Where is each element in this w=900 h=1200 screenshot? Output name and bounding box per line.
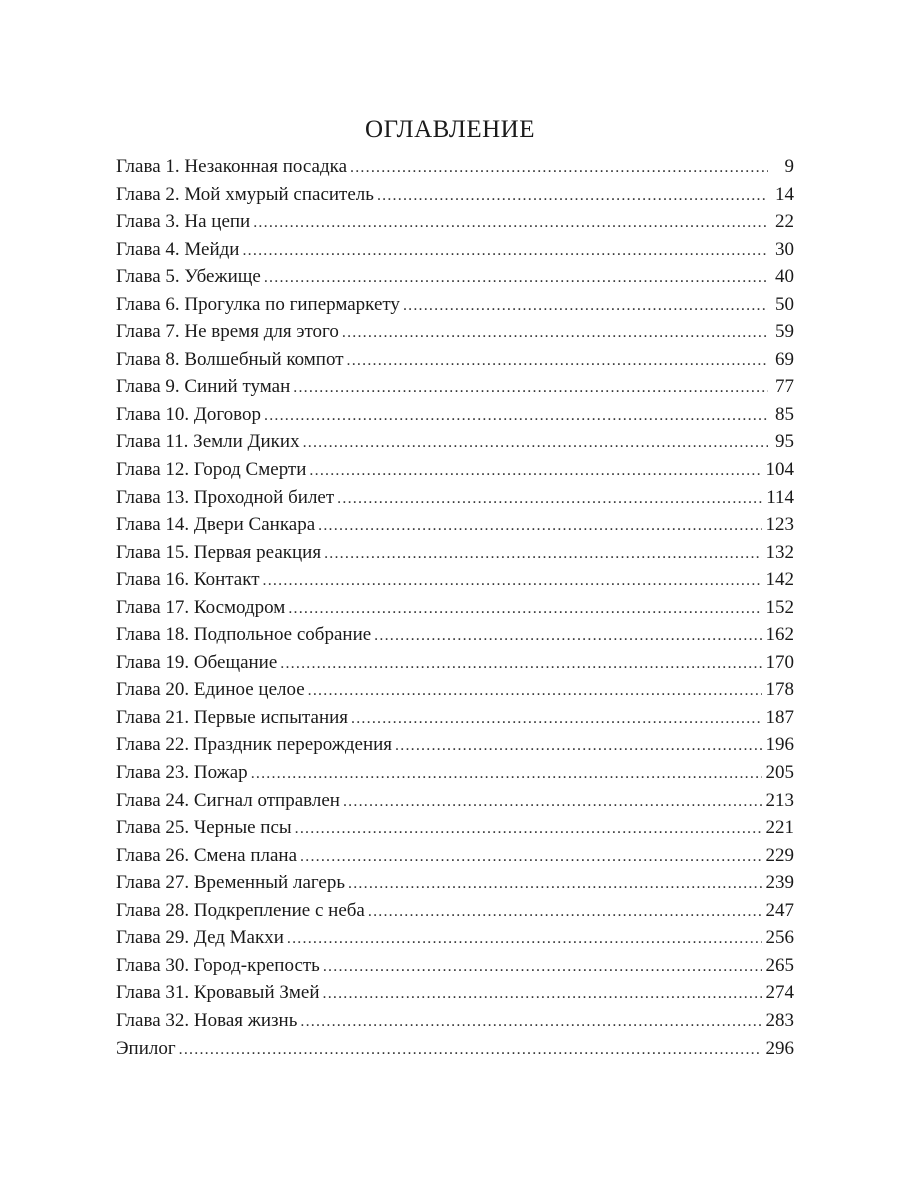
- entry-title: Глава 18. Подпольное собрание: [116, 624, 372, 646]
- entry-title: Глава 6. Прогулка по гипермаркету: [116, 293, 400, 315]
- page-number: 213: [765, 789, 794, 811]
- dot-leader: [179, 1036, 762, 1064]
- dot-leader: [342, 319, 768, 347]
- dot-leader: [350, 154, 768, 182]
- toc-entry: [116, 291, 794, 319]
- toc-entry: [116, 759, 794, 787]
- page-number: 85: [775, 403, 794, 425]
- dot-leader: [377, 182, 768, 210]
- dot-leader: [308, 677, 762, 705]
- toc-entry: [116, 731, 794, 759]
- page-number: 239: [765, 872, 794, 894]
- page-number: 296: [765, 1037, 794, 1059]
- dot-leader: [293, 374, 768, 402]
- page-number: 9: [784, 156, 794, 177]
- dot-leader: [300, 843, 761, 871]
- entry-title: Глава 32. Новая жизнь: [116, 1009, 298, 1031]
- dot-leader: [264, 264, 768, 292]
- toc-entry: [116, 814, 794, 842]
- dot-leader: [300, 1008, 761, 1036]
- page-number: 265: [765, 954, 794, 976]
- entry-title: Глава 17. Космодром: [116, 596, 286, 618]
- entry-title: Глава 19. Обещание: [116, 651, 278, 673]
- page-number: 274: [765, 982, 794, 1004]
- dot-leader: [253, 209, 768, 237]
- entry-title: Глава 20. Единое целое: [116, 679, 305, 701]
- toc-entry: [116, 263, 794, 291]
- dot-leader: [348, 870, 761, 898]
- page-number: 14: [775, 183, 794, 205]
- dot-leader: [309, 457, 761, 485]
- toc-entry: [116, 704, 794, 732]
- toc-entry: [116, 649, 794, 677]
- entry-title: Глава 8. Волшебный компот: [116, 348, 344, 370]
- entry-title: Глава 13. Проходной билет: [116, 486, 335, 508]
- page-number: 95: [775, 431, 794, 453]
- entry-title: Глава 21. Первые испытания: [116, 706, 349, 728]
- page-number: 178: [765, 679, 794, 701]
- toc-entry: [116, 566, 794, 594]
- toc-entry: [116, 181, 794, 209]
- dot-leader: [303, 429, 768, 457]
- toc-entry: [116, 952, 794, 980]
- toc-entry: [116, 979, 794, 1007]
- dot-leader: [351, 705, 761, 733]
- toc-entry: [116, 869, 794, 897]
- entry-title: Глава 28. Подкрепление с неба: [116, 899, 365, 921]
- entry-title: Глава 10. Договор: [116, 403, 261, 425]
- entry-title: Глава 9. Синий туман: [116, 376, 291, 398]
- dot-leader: [323, 980, 762, 1008]
- page-number: 162: [765, 624, 794, 646]
- entry-title: Глава 14. Двери Санкара: [116, 514, 316, 536]
- dot-leader: [368, 898, 762, 926]
- entry-title: Глава 26. Смена плана: [116, 844, 298, 866]
- entry-title: Глава 2. Мой хмурый спаситель: [116, 183, 374, 205]
- page-number: 221: [765, 817, 794, 839]
- page-number: 132: [765, 541, 794, 563]
- toc-entry-epilogue: [116, 1035, 794, 1063]
- entry-title: Глава 11. Земли Диких: [116, 431, 300, 453]
- entry-title: Глава 30. Город-крепость: [116, 954, 320, 976]
- page-number: 170: [765, 651, 794, 673]
- toc-entry: [116, 621, 794, 649]
- entry-title: Глава 25. Черные псы: [116, 817, 292, 839]
- toc-entry: [116, 318, 794, 346]
- toc-entry: [116, 236, 794, 264]
- dot-leader: [295, 815, 762, 843]
- dot-leader: [343, 788, 762, 816]
- toc-entry: [116, 594, 794, 622]
- entry-title: Эпилог: [116, 1037, 176, 1059]
- dot-leader: [263, 567, 762, 595]
- toc-entry: [116, 539, 794, 567]
- dot-leader: [324, 540, 761, 568]
- entry-title: Глава 31. Кровавый Змей: [116, 982, 320, 1004]
- entry-title: Глава 3. На цепи: [116, 211, 251, 233]
- dot-leader: [280, 650, 761, 678]
- dot-leader: [395, 732, 761, 760]
- toc-entry: [116, 153, 794, 181]
- toc-entry: [116, 208, 794, 236]
- toc-entry: [116, 346, 794, 374]
- dot-leader: [288, 595, 761, 623]
- toc-heading: ОГЛАВЛЕНИЕ: [365, 116, 535, 143]
- entry-title: Глава 15. Первая реакция: [116, 541, 322, 563]
- toc-entry: [116, 897, 794, 925]
- dot-leader: [242, 237, 768, 265]
- dot-leader: [347, 347, 768, 375]
- dot-leader: [323, 953, 762, 981]
- page-number: 283: [765, 1009, 794, 1031]
- toc-entry: [116, 511, 794, 539]
- entry-title: Глава 12. Город Смерти: [116, 459, 307, 481]
- page-number: 69: [775, 348, 794, 370]
- dot-leader: [403, 292, 768, 320]
- dot-leader: [287, 925, 762, 953]
- toc-entry: [116, 924, 794, 952]
- entry-title: Глава 1. Незаконная посадка: [116, 156, 348, 177]
- dot-leader: [374, 622, 761, 650]
- dot-leader: [337, 485, 762, 513]
- dot-leader: [264, 402, 768, 430]
- page-number: 187: [765, 706, 794, 728]
- entry-title: Глава 7. Не время для этого: [116, 321, 339, 343]
- dot-leader: [318, 512, 761, 540]
- toc-entry: [116, 787, 794, 815]
- page-number: 50: [775, 293, 794, 315]
- entry-title: Глава 29. Дед Макхи: [116, 927, 284, 949]
- page-number: 247: [765, 899, 794, 921]
- page-number: 104: [765, 459, 794, 481]
- page-number: 114: [766, 486, 794, 508]
- toc-entry: [116, 456, 794, 484]
- toc-entry: [116, 484, 794, 512]
- entry-title: Глава 24. Сигнал отправлен: [116, 789, 340, 811]
- page-number: 152: [765, 596, 794, 618]
- entry-title: Глава 27. Временный лагерь: [116, 872, 346, 894]
- entry-title: Глава 5. Убежище: [116, 266, 261, 288]
- page-number: 40: [775, 266, 794, 288]
- toc-entry: [116, 428, 794, 456]
- page-number: 22: [775, 211, 794, 233]
- toc-entry: [116, 676, 794, 704]
- page-number: 77: [775, 376, 794, 398]
- toc-list: [116, 153, 794, 1062]
- toc-entry: [116, 1007, 794, 1035]
- entry-title: Глава 23. Пожар: [116, 762, 248, 784]
- page-number: 256: [765, 927, 794, 949]
- entry-title: Глава 4. Мейди: [116, 238, 240, 260]
- toc-entry: [116, 401, 794, 429]
- dot-leader: [251, 760, 762, 788]
- page-number: 59: [775, 321, 794, 343]
- toc-entry: [116, 373, 794, 401]
- entry-title: Глава 16. Контакт: [116, 569, 260, 591]
- page-number: 142: [765, 569, 794, 591]
- page-number: 229: [765, 844, 794, 866]
- page-number: 123: [765, 514, 794, 536]
- page-number: 30: [775, 238, 794, 260]
- page-number: 196: [765, 734, 794, 756]
- page-number: 205: [765, 762, 794, 784]
- entry-title: Глава 22. Праздник перерождения: [116, 734, 393, 756]
- toc-entry: [116, 842, 794, 870]
